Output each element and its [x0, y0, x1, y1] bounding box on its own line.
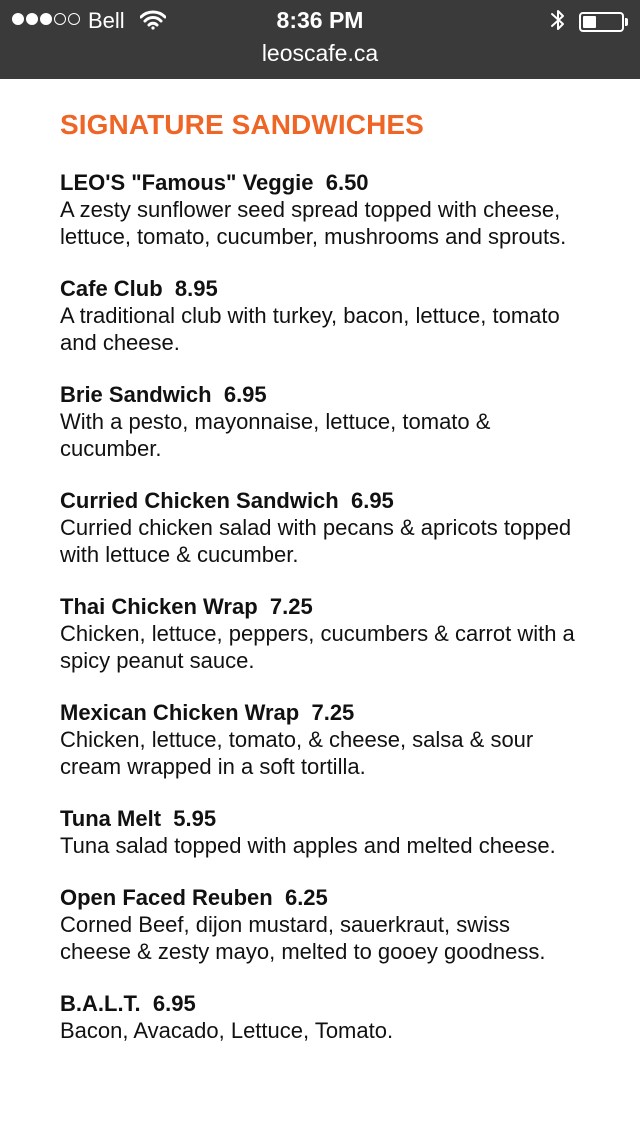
menu-item: [60, 884, 580, 965]
menu-item-description: Curried chicken salad with pecans & apricots topped with lettuce & cucumber.: [60, 515, 572, 567]
menu-item-price: 7.25: [269, 594, 313, 619]
menu-item-description: A zesty sunflower seed spread topped with cheese, lettuce, tomato, cucumber, mushrooms and sprouts.: [60, 197, 567, 249]
menu-item-heading: [60, 381, 580, 408]
menu-item-heading: [60, 805, 580, 832]
address-bar-url[interactable]: leoscafe.ca: [261, 40, 379, 66]
menu-item-description: Chicken, lettuce, tomato, & cheese, salsa & sour cream wrapped in a soft tortilla.: [60, 727, 534, 779]
status-bar: [0, 0, 640, 79]
menu-item-price: 6.95: [152, 991, 196, 1016]
menu-item-price: 6.95: [350, 488, 394, 513]
menu-item-heading: [60, 699, 580, 726]
clock-time: 8:36 PM: [276, 7, 364, 33]
menu-item-price: 5.95: [173, 806, 217, 831]
battery-icon: [579, 12, 624, 32]
menu-item-heading: [60, 593, 580, 620]
menu-item-price: 6.50: [325, 170, 369, 195]
menu-item: [60, 990, 580, 1044]
menu-item-heading: [60, 275, 580, 302]
menu-item-name: Thai Chicken Wrap: [60, 594, 258, 619]
menu-item-name: Brie Sandwich: [60, 382, 212, 407]
section-title: SIGNATURE SANDWICHES: [60, 109, 424, 140]
menu-item-description: Chicken, lettuce, peppers, cucumbers & carrot with a spicy peanut sauce.: [60, 621, 575, 673]
carrier-name: Bell: [88, 8, 125, 33]
menu-item-name: Cafe Club: [60, 276, 163, 301]
battery-level: [583, 16, 596, 28]
menu-item-price: 8.95: [174, 276, 218, 301]
menu-item-price: 7.25: [311, 700, 355, 725]
bluetooth-icon: [550, 8, 566, 32]
menu-content: [60, 108, 580, 1069]
menu-item: [60, 275, 580, 356]
menu-item: [60, 169, 580, 250]
menu-item-name: Curried Chicken Sandwich: [60, 488, 339, 513]
menu-item-price: 6.25: [284, 885, 328, 910]
menu-item-heading: [60, 884, 580, 911]
menu-item-description: With a pesto, mayonnaise, lettuce, tomato & cucumber.: [60, 409, 491, 461]
menu-item-price: 6.95: [223, 382, 267, 407]
menu-item-name: B.A.L.T.: [60, 991, 141, 1016]
menu-item-name: Tuna Melt: [60, 806, 162, 831]
menu-item-heading: [60, 990, 580, 1017]
menu-item-description: A traditional club with turkey, bacon, lettuce, tomato and cheese.: [60, 303, 560, 355]
menu-item: [60, 487, 580, 568]
battery-tip: [625, 18, 628, 26]
menu-item: [60, 805, 580, 859]
menu-item-name: Open Faced Reuben: [60, 885, 273, 910]
menu-item-description: Bacon, Avacado, Lettuce, Tomato.: [60, 1018, 394, 1043]
menu-item: [60, 593, 580, 674]
menu-item-name: Mexican Chicken Wrap: [60, 700, 300, 725]
menu-item-description: Corned Beef, dijon mustard, sauerkraut, swiss cheese & zesty mayo, melted to gooey goodness.: [60, 912, 546, 964]
menu-item-list: [60, 169, 580, 1044]
status-row: [0, 4, 640, 38]
menu-item-description: Tuna salad topped with apples and melted cheese.: [60, 833, 556, 858]
menu-item-heading: [60, 169, 580, 196]
menu-item: [60, 381, 580, 462]
menu-item-name: LEO'S "Famous" Veggie: [60, 170, 314, 195]
menu-item: [60, 699, 580, 780]
menu-item-heading: [60, 487, 580, 514]
